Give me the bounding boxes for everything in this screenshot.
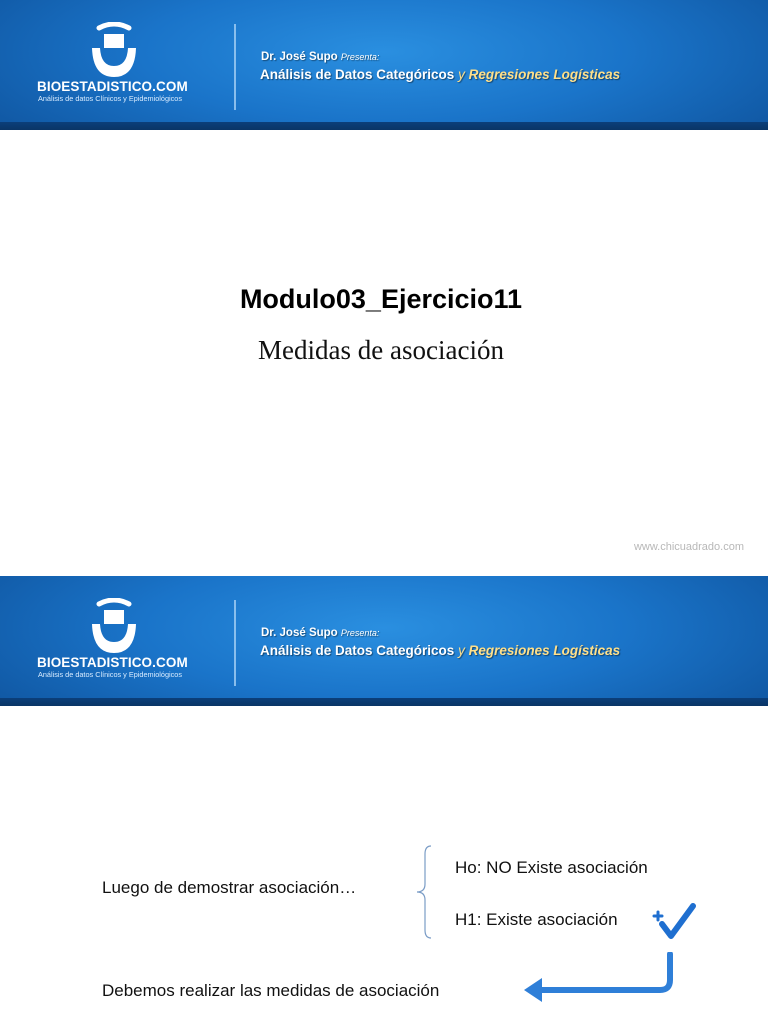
logo-text: BIOESTADISTICO.COM: [37, 79, 188, 94]
header-banner: [0, 576, 768, 706]
course-title-part2: Regresiones Logísticas: [468, 67, 621, 82]
logo: [37, 598, 197, 680]
hypothesis-null: Ho: NO Existe asociación: [455, 858, 648, 877]
logo-mortar-icon: [89, 22, 139, 80]
banner-divider: [234, 24, 236, 110]
banner-divider: [234, 600, 236, 686]
logo-subtitle: Análisis de datos Clínicos y Epidemiológicos: [38, 670, 182, 679]
course-title-connector: y: [454, 643, 469, 658]
checkmark-icon: [652, 902, 696, 942]
presenter-name: Dr. José Supo: [261, 627, 338, 639]
slide-title: Modulo03_Ejercicio11: [239, 284, 523, 314]
course-title: [260, 643, 620, 658]
presenter-line: [261, 51, 379, 63]
brace-icon: [409, 844, 439, 940]
hypothesis-alt: H1: Existe asociación: [455, 910, 618, 929]
logo: [37, 22, 197, 104]
course-title-part2: Regresiones Logísticas: [468, 643, 621, 658]
slide-subtitle: Medidas de asociación: [258, 335, 504, 365]
course-title: [260, 67, 620, 82]
presenta-label: Presenta:: [340, 52, 380, 62]
intro-text: Luego de demostrar asociación…: [102, 878, 357, 897]
return-arrow-icon: [520, 952, 680, 1004]
course-title-part1: Análisis de Datos Categóricos: [260, 67, 455, 82]
slide-2: [0, 576, 768, 1024]
presenter-line: [261, 627, 379, 639]
presenta-label: Presenta:: [340, 628, 380, 638]
course-title-part1: Análisis de Datos Categóricos: [260, 643, 455, 658]
logo-text: BIOESTADISTICO.COM: [37, 655, 188, 670]
logo-subtitle: Análisis de datos Clínicos y Epidemiológicos: [38, 94, 182, 103]
header-banner: [0, 0, 768, 130]
conclusion-text: Debemos realizar las medidas de asociación: [102, 981, 440, 1000]
logo-mortar-icon: [89, 598, 139, 656]
course-title-connector: y: [454, 67, 469, 82]
watermark: www.chicuadrado.com: [633, 541, 744, 553]
presenter-name: Dr. José Supo: [261, 51, 338, 63]
